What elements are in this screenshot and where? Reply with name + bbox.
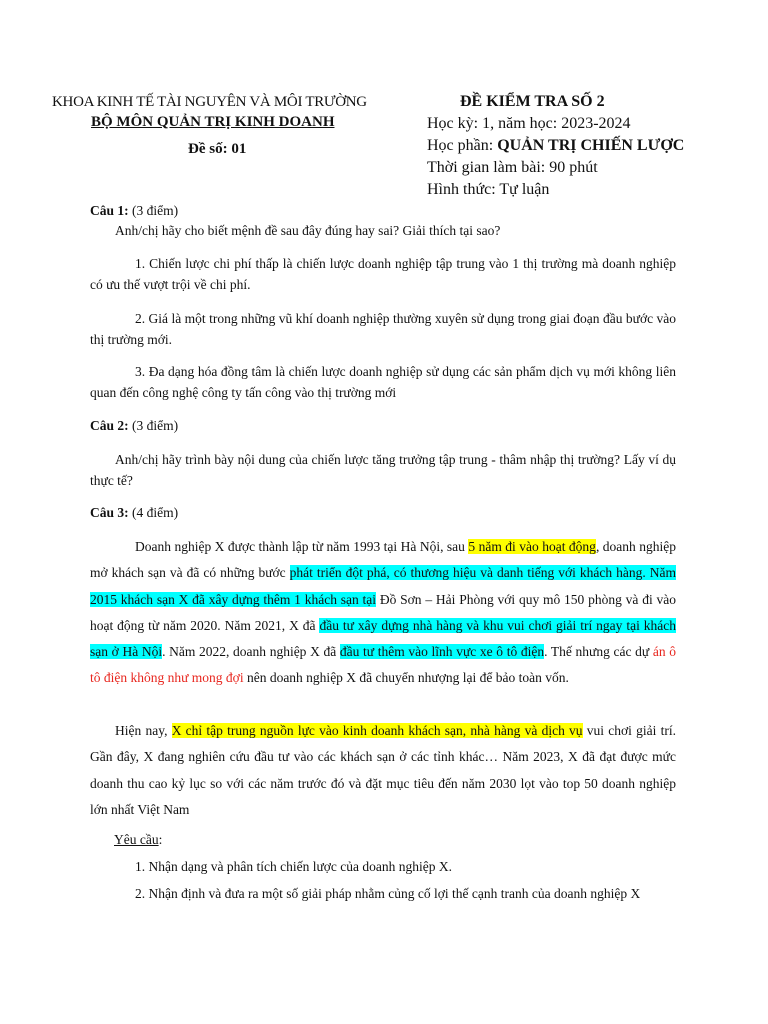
semester-info: Học kỳ: 1, năm học: 2023-2024	[427, 115, 631, 132]
highlight-yellow: 5 năm đi vào hoạt động	[468, 539, 596, 554]
red-text: án ô tô điện không như mong đợi	[90, 644, 677, 686]
question-1-prompt: Anh/chị hãy cho biết mệnh đề sau đây đúng hay sai? Giải thích tại sao?	[115, 223, 501, 238]
course-info	[427, 137, 684, 155]
question-1-statement-3: 3. Đa dạng hóa đồng tâm là chiến lược doanh nghiệp sử dụng các sản phẩm dịch vụ mới không liên quan đến công nghệ công ty tấn công vào thị trường mới	[90, 364, 676, 400]
question-3-points: (4 điểm)	[128, 505, 179, 520]
question-1-statement-2: 2. Giá là một trong những vũ khí doanh nghiệp thường xuyên sử dụng trong giai đoạn đầu bước vào thị trường mới.	[90, 311, 676, 347]
highlight-cyan: phát triển đột phá, có thương hiệu và danh tiếng với khách hàng. Năm 2015 khách sạn X đã xây dựng thêm 1 khách sạn tại	[90, 565, 676, 607]
case-study-paragraph-2	[90, 718, 676, 823]
case-text: Doanh nghiệp X được thành lập từ năm 1993 tại Hà Nội, sau	[135, 539, 469, 554]
case-text: nên doanh nghiệp X đã chuyển nhượng lại để bảo toàn vốn.	[243, 670, 569, 686]
highlight-cyan: đầu tư xây dựng nhà hàng và khu vui chơi giải trí ngay tại khách sạn ở Hà Nội	[90, 617, 677, 660]
question-2-prompt: Anh/chị hãy trình bày nội dung của chiến lược tăng trưởng tập trung - thâm nhập thị trường? Lấy ví dụ thực tế?	[90, 452, 676, 488]
requirement-2: 2. Nhận định và đưa ra một số giải pháp nhằm củng cố lợi thế cạnh tranh của doanh nghiệp X	[135, 886, 641, 901]
faculty-name: KHOA KINH TẾ TÀI NGUYÊN VÀ MÔI TRƯỜNG	[52, 94, 367, 110]
course-name: QUẢN TRỊ CHIẾN LƯỢC	[497, 137, 685, 154]
case-text: , doanh nghiệp mở khách sạn và đã có những bước	[90, 539, 676, 581]
question-1-points: (3 điểm)	[128, 203, 179, 218]
case-text: Hiện nay,	[115, 723, 172, 738]
highlight-cyan: đầu tư thêm vào lĩnh vực xe ô tô điện	[339, 644, 545, 660]
question-3-heading	[90, 505, 178, 521]
requirements-colon: :	[158, 832, 163, 847]
highlight-yellow: X chỉ tập trung nguồn lực vào kinh doanh khách sạn, nhà hàng và dịch vụ	[171, 723, 583, 738]
question-3-label: Câu 3:	[90, 505, 129, 520]
case-text: vui chơi giải trí. Gần đây, X đang nghiên cứu đầu tư vào các khách sạn ở các tỉnh khác… Năm 2023, X đã đạt được mức doanh thu cao kỷ lục so với các năm trước đó và đặt mục tiêu đến năm 2030 lọt vào top 50 doanh nghiệp lớn nhất Việt Nam	[90, 723, 676, 817]
duration-info: Thời gian làm bài: 90 phút	[427, 159, 598, 176]
course-label: Học phần:	[427, 137, 498, 154]
requirement-1: 1. Nhận dạng và phân tích chiến lược của doanh nghiệp X.	[135, 859, 452, 874]
question-1-heading	[90, 203, 178, 219]
case-text: . Thế nhưng các dự	[544, 644, 653, 660]
requirements-label: Yêu cầu	[114, 832, 159, 847]
question-2-heading	[90, 418, 178, 434]
case-text: . Năm 2022, doanh nghiệp X đã	[162, 644, 340, 660]
exam-code: Đề số: 01	[188, 141, 247, 157]
case-text: Đồ Sơn – Hải Phòng với quy mô 150 phòng và đi vào hoạt động từ năm 2020. Năm 2021, X đã	[90, 591, 676, 633]
question-2-label: Câu 2:	[90, 418, 129, 433]
exam-title: ĐỀ KIỂM TRA SỐ 2	[460, 93, 605, 110]
question-2-points: (3 điểm)	[128, 418, 179, 433]
question-1-statement-1: 1. Chiến lược chi phí thấp là chiến lược doanh nghiệp tập trung vào 1 thị trường mà doanh nghiệp có ưu thế vượt trội về chi phí.	[90, 256, 676, 292]
case-study-paragraph-1	[90, 534, 676, 692]
format-info: Hình thức: Tự luận	[427, 181, 550, 198]
requirements-heading	[114, 832, 162, 848]
department-name: BỘ MÔN QUẢN TRỊ KINH DOANH	[91, 114, 335, 130]
question-1-label: Câu 1:	[90, 203, 129, 218]
